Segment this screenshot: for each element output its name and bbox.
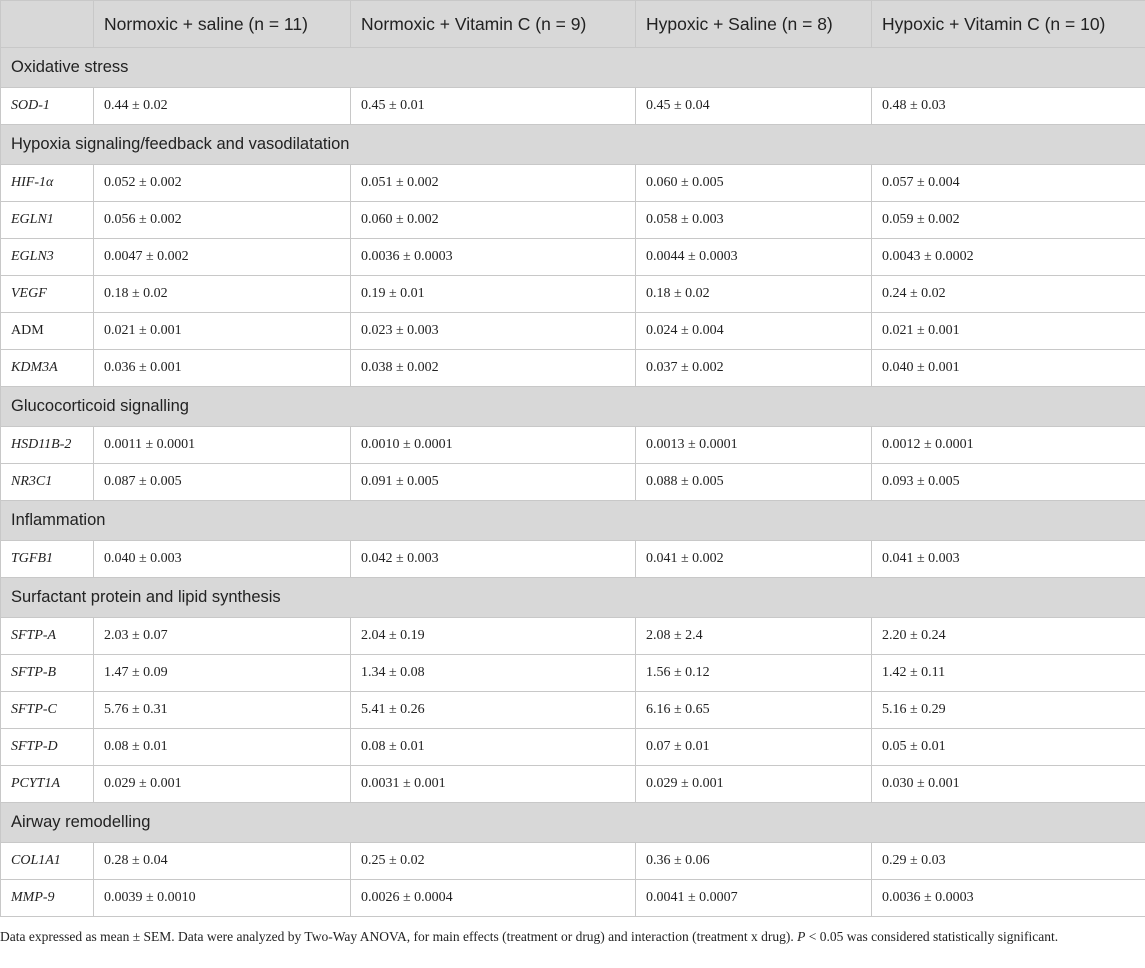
footnote-text-before: Data expressed as mean ± SEM. Data were analyzed by Two-Way ANOVA, for main effects (treatment or drug) and interaction (treatment x drug). (0, 929, 798, 944)
hypoxic-vitamin-c-cell: 0.041 ± 0.003 (872, 541, 1145, 578)
normoxic-vitamin-c-cell: 0.08 ± 0.01 (351, 729, 636, 766)
normoxic-saline-cell: 1.47 ± 0.09 (94, 655, 351, 692)
hypoxic-saline-cell: 0.024 ± 0.004 (636, 313, 872, 350)
table-row (1, 88, 1145, 125)
normoxic-vitamin-c-cell: 0.0031 ± 0.001 (351, 766, 636, 803)
normoxic-saline-cell: 0.056 ± 0.002 (94, 202, 351, 239)
hypoxic-vitamin-c-cell: 0.057 ± 0.004 (872, 165, 1145, 202)
table-row (1, 350, 1145, 387)
column-header-gene (1, 1, 94, 48)
section-row (1, 803, 1145, 843)
normoxic-vitamin-c-cell: 0.042 ± 0.003 (351, 541, 636, 578)
normoxic-vitamin-c-cell: 0.060 ± 0.002 (351, 202, 636, 239)
hypoxic-saline-cell: 0.058 ± 0.003 (636, 202, 872, 239)
normoxic-vitamin-c-cell: 1.34 ± 0.08 (351, 655, 636, 692)
hypoxic-saline-cell: 0.029 ± 0.001 (636, 766, 872, 803)
normoxic-saline-cell: 5.76 ± 0.31 (94, 692, 351, 729)
table-row (1, 843, 1145, 880)
gene-name-cell: VEGF (1, 276, 94, 313)
table-row (1, 618, 1145, 655)
normoxic-saline-cell: 0.18 ± 0.02 (94, 276, 351, 313)
normoxic-saline-cell: 0.28 ± 0.04 (94, 843, 351, 880)
hypoxic-vitamin-c-cell: 0.059 ± 0.002 (872, 202, 1145, 239)
section-row (1, 48, 1145, 88)
normoxic-vitamin-c-cell: 0.091 ± 0.005 (351, 464, 636, 501)
section-title: Airway remodelling (1, 803, 1145, 843)
table-row (1, 276, 1145, 313)
normoxic-saline-cell: 0.036 ± 0.001 (94, 350, 351, 387)
hypoxic-saline-cell: 1.56 ± 0.12 (636, 655, 872, 692)
column-header-normoxic-saline: Normoxic + saline (n = 11) (94, 1, 351, 48)
hypoxic-saline-cell: 0.07 ± 0.01 (636, 729, 872, 766)
normoxic-saline-cell: 0.021 ± 0.001 (94, 313, 351, 350)
hypoxic-saline-cell: 0.0013 ± 0.0001 (636, 427, 872, 464)
gene-name-cell: SOD-1 (1, 88, 94, 125)
table-row (1, 692, 1145, 729)
normoxic-vitamin-c-cell: 0.0010 ± 0.0001 (351, 427, 636, 464)
gene-name-cell: COL1A1 (1, 843, 94, 880)
gene-name-cell: HIF-1α (1, 165, 94, 202)
normoxic-saline-cell: 0.029 ± 0.001 (94, 766, 351, 803)
normoxic-saline-cell: 0.44 ± 0.02 (94, 88, 351, 125)
normoxic-vitamin-c-cell: 0.25 ± 0.02 (351, 843, 636, 880)
gene-name-cell: EGLN3 (1, 239, 94, 276)
normoxic-vitamin-c-cell: 0.45 ± 0.01 (351, 88, 636, 125)
normoxic-vitamin-c-cell: 2.04 ± 0.19 (351, 618, 636, 655)
table-footnote (0, 928, 1140, 946)
gene-name-cell: TGFB1 (1, 541, 94, 578)
normoxic-vitamin-c-cell: 0.19 ± 0.01 (351, 276, 636, 313)
gene-name-cell: MMP-9 (1, 880, 94, 917)
header-row (1, 1, 1145, 48)
section-row (1, 578, 1145, 618)
gene-name-cell: HSD11B-2 (1, 427, 94, 464)
footnote-text-after: < 0.05 was considered statistically significant. (805, 929, 1059, 944)
section-title: Oxidative stress (1, 48, 1145, 88)
footnote-p-symbol: P (797, 929, 806, 944)
hypoxic-vitamin-c-cell: 0.24 ± 0.02 (872, 276, 1145, 313)
hypoxic-vitamin-c-cell: 0.48 ± 0.03 (872, 88, 1145, 125)
section-row (1, 125, 1145, 165)
hypoxic-saline-cell: 0.0041 ± 0.0007 (636, 880, 872, 917)
hypoxic-saline-cell: 0.36 ± 0.06 (636, 843, 872, 880)
table-row (1, 729, 1145, 766)
hypoxic-saline-cell: 6.16 ± 0.65 (636, 692, 872, 729)
gene-name-cell: ADM (1, 313, 94, 350)
hypoxic-saline-cell: 0.45 ± 0.04 (636, 88, 872, 125)
table-row (1, 541, 1145, 578)
section-row (1, 387, 1145, 427)
normoxic-saline-cell: 0.0011 ± 0.0001 (94, 427, 351, 464)
hypoxic-vitamin-c-cell: 0.05 ± 0.01 (872, 729, 1145, 766)
table-row (1, 880, 1145, 917)
gene-name-cell: PCYT1A (1, 766, 94, 803)
hypoxic-vitamin-c-cell: 0.29 ± 0.03 (872, 843, 1145, 880)
normoxic-saline-cell: 0.040 ± 0.003 (94, 541, 351, 578)
column-header-normoxic-vitamin-c: Normoxic + Vitamin C (n = 9) (351, 1, 636, 48)
hypoxic-saline-cell: 0.18 ± 0.02 (636, 276, 872, 313)
normoxic-saline-cell: 0.0039 ± 0.0010 (94, 880, 351, 917)
gene-name-cell: NR3C1 (1, 464, 94, 501)
section-title: Surfactant protein and lipid synthesis (1, 578, 1145, 618)
section-title: Inflammation (1, 501, 1145, 541)
hypoxic-vitamin-c-cell: 5.16 ± 0.29 (872, 692, 1145, 729)
hypoxic-vitamin-c-cell: 1.42 ± 0.11 (872, 655, 1145, 692)
section-title: Glucocorticoid signalling (1, 387, 1145, 427)
hypoxic-saline-cell: 2.08 ± 2.4 (636, 618, 872, 655)
table-row (1, 239, 1145, 276)
table-body (1, 48, 1145, 917)
hypoxic-vitamin-c-cell: 0.0036 ± 0.0003 (872, 880, 1145, 917)
column-header-hypoxic-vitamin-c: Hypoxic + Vitamin C (n = 10) (872, 1, 1145, 48)
normoxic-vitamin-c-cell: 0.038 ± 0.002 (351, 350, 636, 387)
hypoxic-vitamin-c-cell: 2.20 ± 0.24 (872, 618, 1145, 655)
hypoxic-saline-cell: 0.0044 ± 0.0003 (636, 239, 872, 276)
table-row (1, 313, 1145, 350)
normoxic-saline-cell: 2.03 ± 0.07 (94, 618, 351, 655)
normoxic-saline-cell: 0.0047 ± 0.002 (94, 239, 351, 276)
hypoxic-vitamin-c-cell: 0.021 ± 0.001 (872, 313, 1145, 350)
gene-name-cell: SFTP-D (1, 729, 94, 766)
table-row (1, 464, 1145, 501)
normoxic-vitamin-c-cell: 0.0036 ± 0.0003 (351, 239, 636, 276)
hypoxic-vitamin-c-cell: 0.093 ± 0.005 (872, 464, 1145, 501)
normoxic-vitamin-c-cell: 0.023 ± 0.003 (351, 313, 636, 350)
normoxic-saline-cell: 0.052 ± 0.002 (94, 165, 351, 202)
table-row (1, 202, 1145, 239)
gene-name-cell: SFTP-B (1, 655, 94, 692)
hypoxic-vitamin-c-cell: 0.0012 ± 0.0001 (872, 427, 1145, 464)
normoxic-saline-cell: 0.08 ± 0.01 (94, 729, 351, 766)
hypoxic-vitamin-c-cell: 0.040 ± 0.001 (872, 350, 1145, 387)
table-row (1, 427, 1145, 464)
hypoxic-saline-cell: 0.037 ± 0.002 (636, 350, 872, 387)
gene-name-cell: KDM3A (1, 350, 94, 387)
normoxic-vitamin-c-cell: 0.051 ± 0.002 (351, 165, 636, 202)
section-row (1, 501, 1145, 541)
normoxic-vitamin-c-cell: 0.0026 ± 0.0004 (351, 880, 636, 917)
section-title: Hypoxia signaling/feedback and vasodilatation (1, 125, 1145, 165)
gene-name-cell: EGLN1 (1, 202, 94, 239)
table-row (1, 165, 1145, 202)
table-row (1, 655, 1145, 692)
hypoxic-vitamin-c-cell: 0.0043 ± 0.0002 (872, 239, 1145, 276)
gene-name-cell: SFTP-A (1, 618, 94, 655)
table-row (1, 766, 1145, 803)
column-header-hypoxic-saline: Hypoxic + Saline (n = 8) (636, 1, 872, 48)
hypoxic-saline-cell: 0.041 ± 0.002 (636, 541, 872, 578)
hypoxic-saline-cell: 0.060 ± 0.005 (636, 165, 872, 202)
normoxic-vitamin-c-cell: 5.41 ± 0.26 (351, 692, 636, 729)
gene-name-cell: SFTP-C (1, 692, 94, 729)
hypoxic-saline-cell: 0.088 ± 0.005 (636, 464, 872, 501)
normoxic-saline-cell: 0.087 ± 0.005 (94, 464, 351, 501)
hypoxic-vitamin-c-cell: 0.030 ± 0.001 (872, 766, 1145, 803)
